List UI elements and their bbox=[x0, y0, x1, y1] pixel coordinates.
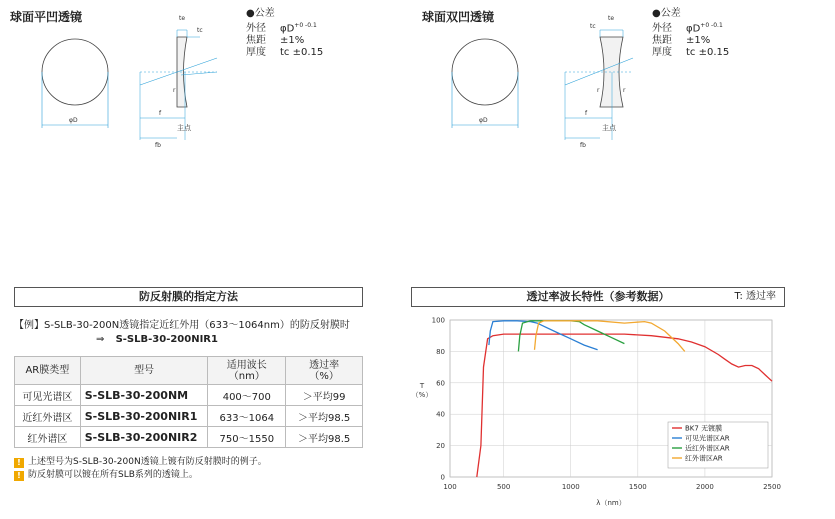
y-tick-label: 0 bbox=[440, 473, 445, 482]
lens1-front-view bbox=[42, 39, 108, 105]
cell-trans: ＞平均99 bbox=[286, 385, 363, 406]
legend-entry: 近红外谱区AR bbox=[685, 444, 730, 453]
lens2-r-label-right: r bbox=[623, 87, 626, 94]
lens1-tolerance-title: ●公差 bbox=[246, 8, 275, 19]
lens2-spec-row: 焦距 ±1% bbox=[652, 35, 711, 47]
cell-model: S-SLB-30-200NIR1 bbox=[80, 406, 208, 427]
ar-table-header bbox=[15, 357, 363, 385]
lens1-phiD-label: φD bbox=[69, 117, 78, 124]
warning-icon: ! bbox=[14, 471, 24, 481]
legend-entry: 红外谱区AR bbox=[685, 454, 723, 463]
cell-type: 近红外谱区 bbox=[15, 406, 81, 427]
cell-trans: ＞平均98.5 bbox=[286, 406, 363, 427]
y-tick-label: 20 bbox=[436, 442, 445, 451]
x-tick-label: 2000 bbox=[696, 483, 714, 491]
lens2-principal-label: 主点 bbox=[602, 124, 616, 132]
example-model: S-SLB-30-200NIR1 bbox=[115, 334, 218, 345]
y-tick-label: 80 bbox=[436, 347, 445, 356]
note-item: ! 上述型号为S-SLB-30-200N透镜上镀有防反射膜时的例子。 bbox=[14, 456, 267, 469]
lens1-spec bbox=[246, 8, 323, 59]
lens1-spec-row: 焦距 ±1% bbox=[246, 35, 305, 47]
ar-example: 【例】S-SLB-30-200N透镜指定近红外用（633～1064nm）的防反射膜时 bbox=[14, 320, 350, 331]
ar-section-title: 防反射膜的指定方法 bbox=[14, 287, 363, 307]
cell-trans: ＞平均98.5 bbox=[286, 427, 363, 448]
table-row bbox=[15, 406, 363, 427]
lens2-phiD-label: φD bbox=[479, 117, 488, 124]
chart-panel-title: 透过率波长特性（参考数据） bbox=[526, 290, 670, 303]
lens1-f-label: f bbox=[159, 110, 162, 117]
lens2-diagram bbox=[445, 10, 635, 150]
lens1-spec-row: 外径 $\varphi D^{+0 -0.1}$ bbox=[246, 22, 317, 35]
x-axis-label: λ（nm） bbox=[596, 499, 626, 507]
chart-panel-sub: T: 透过率 bbox=[734, 291, 776, 302]
x-tick-label: 1500 bbox=[628, 483, 647, 491]
y-axis-label: （%） bbox=[411, 391, 433, 399]
y-tick-label: 60 bbox=[436, 379, 445, 388]
cell-range: 750～1550 bbox=[208, 427, 286, 448]
lens1-tc-label: tc bbox=[197, 27, 203, 34]
x-tick-label: 500 bbox=[496, 483, 511, 491]
y-tick-label: 100 bbox=[431, 316, 445, 325]
lens2-spec-row: 外径 $\varphi D^{+0 -0.1}$ bbox=[652, 22, 723, 35]
lens2-f-label: f bbox=[585, 110, 588, 117]
lens1-r-label: r bbox=[173, 87, 176, 94]
table-row bbox=[15, 385, 363, 406]
lens1-diagram bbox=[35, 10, 225, 150]
chart-panel-header bbox=[411, 287, 785, 307]
cell-type: 可见光谱区 bbox=[15, 385, 81, 406]
col-wavelength: 适用波长 （nm） bbox=[208, 357, 286, 385]
table-row bbox=[15, 427, 363, 448]
col-transmittance: 透过率 （%） bbox=[286, 357, 363, 385]
lens1-spec-row: 厚度 tc ±0.15 bbox=[246, 47, 324, 59]
x-tick-label: 1000 bbox=[561, 483, 580, 491]
ar-notes bbox=[14, 456, 267, 482]
lens1-te-label: te bbox=[179, 15, 186, 22]
ar-example-result bbox=[96, 334, 218, 345]
lens2-title: 球面双凹透镜 bbox=[422, 10, 495, 24]
warning-icon: ! bbox=[14, 458, 24, 468]
lens2-te-label: te bbox=[608, 15, 615, 22]
col-ar-type: AR膜类型 bbox=[15, 357, 81, 385]
arrow-icon: ⇒ bbox=[96, 334, 105, 345]
lens2-tolerance-title: ●公差 bbox=[652, 8, 681, 19]
cell-range: 400～700 bbox=[208, 385, 286, 406]
cell-model: S-SLB-30-200NIR2 bbox=[80, 427, 208, 448]
lens2-side-view bbox=[600, 37, 623, 107]
col-model: 型号 bbox=[80, 357, 208, 385]
y-tick-label: 40 bbox=[436, 410, 445, 419]
y-axis-label: T bbox=[419, 382, 425, 390]
x-tick-label: 2500 bbox=[763, 483, 781, 491]
cell-range: 633～1064 bbox=[208, 406, 286, 427]
cell-type: 红外谱区 bbox=[15, 427, 81, 448]
legend-entry: 可见光谱区AR bbox=[685, 434, 730, 443]
lens2-fb-label: fb bbox=[580, 142, 586, 149]
lens1-fb-label: fb bbox=[155, 142, 161, 149]
lens1-principal-label: 主点 bbox=[177, 124, 191, 132]
legend-entry: BK7 无镀膜 bbox=[685, 424, 723, 433]
cell-model: S-SLB-30-200NM bbox=[80, 385, 208, 406]
note-item: ! 防反射膜可以镀在所有SLB系列的透镜上。 bbox=[14, 469, 267, 482]
lens2-r-label-left: r bbox=[597, 87, 600, 94]
transmittance-chart bbox=[410, 310, 790, 516]
lens2-spec bbox=[652, 8, 729, 59]
lens2-spec-row: 厚度 tc ±0.15 bbox=[652, 47, 730, 59]
lens2-tc-label: tc bbox=[590, 23, 596, 30]
lens2-front-view bbox=[452, 39, 518, 105]
lens1-title: 球面平凹透镜 bbox=[10, 10, 83, 24]
x-tick-label: 100 bbox=[443, 483, 457, 491]
ar-table bbox=[14, 356, 363, 448]
